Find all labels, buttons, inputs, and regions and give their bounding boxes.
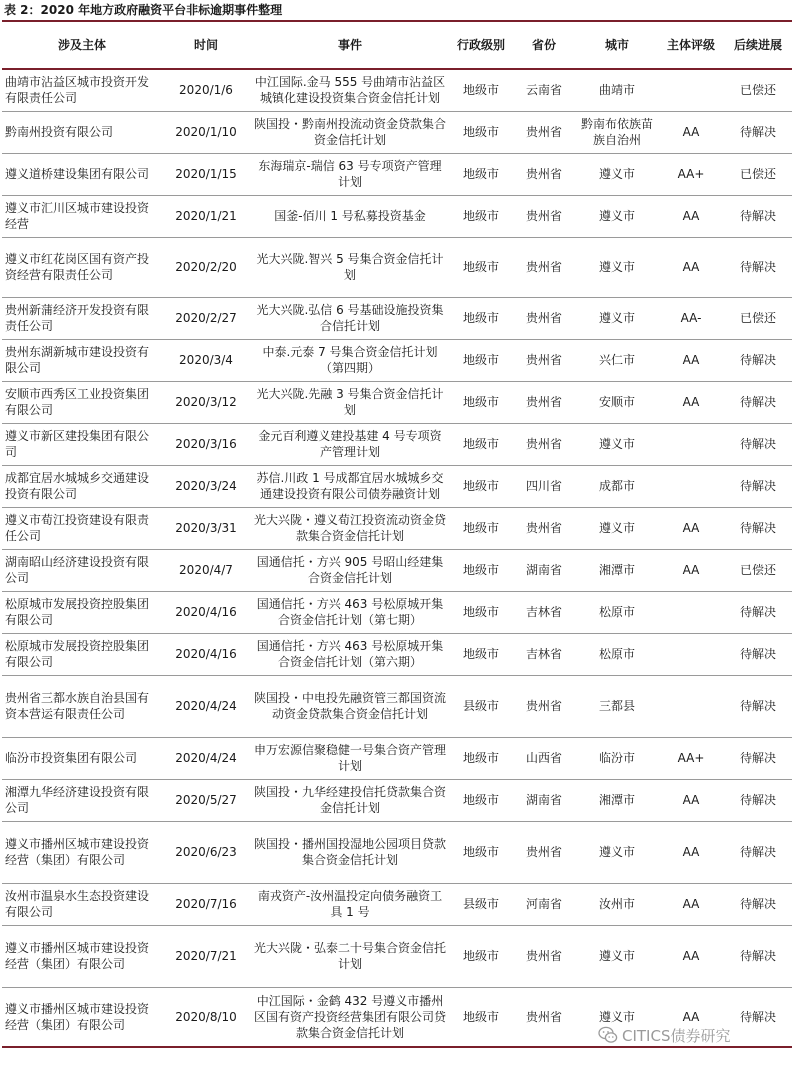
cell-province: 贵州省 [512, 153, 576, 195]
header-event: 事件 [250, 21, 450, 69]
table-row [2, 675, 792, 737]
cell-event: 金元百利遵义建投基建 4 号专项资产管理计划 [250, 423, 450, 465]
cell-city: 临汾市 [576, 737, 658, 779]
cell-city: 遵义市 [576, 195, 658, 237]
cell-province: 贵州省 [512, 821, 576, 883]
cell-progress: 待解决 [724, 237, 792, 297]
cell-entity: 遵义市播州区城市建设投资经营（集团）有限公司 [2, 925, 162, 987]
header-entity: 涉及主体 [2, 21, 162, 69]
cell-event: 申万宏源信聚稳健一号集合资产管理计划 [250, 737, 450, 779]
table-row [2, 507, 792, 549]
header-progress: 后续进展 [724, 21, 792, 69]
cell-city: 松原市 [576, 591, 658, 633]
table-row [2, 737, 792, 779]
cell-province: 贵州省 [512, 423, 576, 465]
cell-admin-level: 地级市 [450, 925, 512, 987]
table-caption: 表 2：2020 年地方政府融资平台非标逾期事件整理 [4, 3, 283, 17]
cell-city: 遵义市 [576, 153, 658, 195]
cell-entity: 成都宜居水城城乡交通建设投资有限公司 [2, 465, 162, 507]
cell-city: 遵义市 [576, 297, 658, 339]
cell-entity: 遵义道桥建设集团有限公司 [2, 153, 162, 195]
cell-progress: 待解决 [724, 821, 792, 883]
table-row [2, 633, 792, 675]
cell-progress: 已偿还 [724, 153, 792, 195]
cell-entity: 松原城市发展投资控股集团有限公司 [2, 591, 162, 633]
cell-city: 兴仁市 [576, 339, 658, 381]
cell-province: 山西省 [512, 737, 576, 779]
cell-rating [658, 423, 724, 465]
cell-admin-level: 地级市 [450, 779, 512, 821]
cell-progress: 待解决 [724, 381, 792, 423]
cell-event: 南戎资产-汝州温投定向债务融资工具 1 号 [250, 883, 450, 925]
cell-province: 吉林省 [512, 633, 576, 675]
cell-time: 2020/7/16 [162, 883, 250, 925]
cell-admin-level: 地级市 [450, 111, 512, 153]
cell-event: 国通信托・方兴 463 号松原城开集合资金信托计划（第七期） [250, 591, 450, 633]
cell-province: 贵州省 [512, 195, 576, 237]
cell-province: 贵州省 [512, 237, 576, 297]
cell-city: 松原市 [576, 633, 658, 675]
cell-city: 成都市 [576, 465, 658, 507]
cell-city: 遵义市 [576, 507, 658, 549]
cell-event: 光大兴陇.智兴 5 号集合资金信托计划 [250, 237, 450, 297]
table-row [2, 883, 792, 925]
cell-province: 贵州省 [512, 339, 576, 381]
cell-time: 2020/7/21 [162, 925, 250, 987]
cell-entity: 临汾市投资集团有限公司 [2, 737, 162, 779]
cell-entity: 贵州东湖新城市建设投资有限公司 [2, 339, 162, 381]
cell-rating: AA [658, 549, 724, 591]
cell-province: 吉林省 [512, 591, 576, 633]
cell-progress: 已偿还 [724, 69, 792, 111]
cell-progress: 待解决 [724, 507, 792, 549]
cell-time: 2020/3/24 [162, 465, 250, 507]
header-admin-level: 行政级别 [450, 21, 512, 69]
cell-rating [658, 69, 724, 111]
cell-event: 陕国投・黔南州投流动资金贷款集合资金信托计划 [250, 111, 450, 153]
cell-admin-level: 地级市 [450, 549, 512, 591]
cell-progress: 待解决 [724, 737, 792, 779]
header-province: 省份 [512, 21, 576, 69]
cell-time: 2020/1/10 [162, 111, 250, 153]
cell-time: 2020/8/10 [162, 987, 250, 1047]
cell-admin-level: 地级市 [450, 821, 512, 883]
cell-rating: AA+ [658, 153, 724, 195]
table-row [2, 423, 792, 465]
cell-event: 光大兴陇.弘信 6 号基础设施投资集合信托计划 [250, 297, 450, 339]
cell-city: 遵义市 [576, 987, 658, 1047]
cell-entity: 遵义市播州区城市建设投资经营（集团）有限公司 [2, 987, 162, 1047]
cell-admin-level: 地级市 [450, 381, 512, 423]
cell-city: 汝州市 [576, 883, 658, 925]
cell-entity: 遵义市汇川区城市建设投资经营 [2, 195, 162, 237]
watermark [598, 1024, 730, 1046]
cell-time: 2020/1/15 [162, 153, 250, 195]
cell-event: 东海瑞京-瑞信 63 号专项资产管理计划 [250, 153, 450, 195]
cell-progress: 待解决 [724, 465, 792, 507]
cell-event: 中江国际・金鹤 432 号遵义市播州区国有资产投资经营集团有限公司贷款集合资金信托计划 [250, 987, 450, 1047]
cell-event: 光大兴陇・弘泰二十号集合资金信托计划 [250, 925, 450, 987]
cell-time: 2020/4/24 [162, 737, 250, 779]
cell-time: 2020/5/27 [162, 779, 250, 821]
cell-event: 国通信托・方兴 905 号昭山经建集合资金信托计划 [250, 549, 450, 591]
cell-city: 黔南布依族苗族自治州 [576, 111, 658, 153]
cell-admin-level: 地级市 [450, 153, 512, 195]
cell-event: 光大兴陇.先融 3 号集合资金信托计划 [250, 381, 450, 423]
cell-province: 湖南省 [512, 779, 576, 821]
cell-progress: 待解决 [724, 195, 792, 237]
cell-time: 2020/4/16 [162, 591, 250, 633]
table-row [2, 297, 792, 339]
cell-city: 三都县 [576, 675, 658, 737]
cell-entity: 遵义市红花岗区国有资产投资经营有限责任公司 [2, 237, 162, 297]
header-city: 城市 [576, 21, 658, 69]
cell-progress: 待解决 [724, 779, 792, 821]
cell-progress: 待解决 [724, 987, 792, 1047]
cell-city: 曲靖市 [576, 69, 658, 111]
cell-entity: 遵义市播州区城市建设投资经营（集团）有限公司 [2, 821, 162, 883]
cell-province: 云南省 [512, 69, 576, 111]
cell-city: 遵义市 [576, 925, 658, 987]
overdue-events-table [2, 20, 792, 1048]
cell-time: 2020/2/20 [162, 237, 250, 297]
cell-progress: 待解决 [724, 633, 792, 675]
cell-rating: AA- [658, 297, 724, 339]
cell-progress: 待解决 [724, 591, 792, 633]
cell-city: 遵义市 [576, 237, 658, 297]
cell-admin-level: 地级市 [450, 591, 512, 633]
cell-time: 2020/4/7 [162, 549, 250, 591]
cell-admin-level: 地级市 [450, 297, 512, 339]
cell-event: 陕国投・播州国投湿地公园项目贷款集合资金信托计划 [250, 821, 450, 883]
cell-time: 2020/4/24 [162, 675, 250, 737]
cell-rating: AA [658, 237, 724, 297]
cell-rating: AA [658, 195, 724, 237]
cell-province: 贵州省 [512, 675, 576, 737]
cell-time: 2020/4/16 [162, 633, 250, 675]
cell-progress: 待解决 [724, 883, 792, 925]
cell-event: 光大兴陇・遵义荀江投资流动资金贷款集合资金信托计划 [250, 507, 450, 549]
cell-entity: 湘潭九华经济建设投资有限公司 [2, 779, 162, 821]
cell-city: 遵义市 [576, 423, 658, 465]
cell-entity: 黔南州投资有限公司 [2, 111, 162, 153]
table-row [2, 779, 792, 821]
cell-progress: 待解决 [724, 111, 792, 153]
cell-entity: 贵州省三都水族自治县国有资本营运有限责任公司 [2, 675, 162, 737]
cell-entity: 松原城市发展投资控股集团有限公司 [2, 633, 162, 675]
cell-rating: AA [658, 821, 724, 883]
table-row [2, 111, 792, 153]
cell-progress: 已偿还 [724, 297, 792, 339]
cell-city: 安顺市 [576, 381, 658, 423]
cell-province: 贵州省 [512, 925, 576, 987]
cell-rating: AA [658, 339, 724, 381]
table-body [2, 69, 792, 1047]
table-row [2, 821, 792, 883]
cell-progress: 待解决 [724, 339, 792, 381]
cell-progress: 已偿还 [724, 549, 792, 591]
table-row [2, 69, 792, 111]
cell-rating: AA [658, 779, 724, 821]
cell-time: 2020/6/23 [162, 821, 250, 883]
cell-rating [658, 465, 724, 507]
cell-rating [658, 591, 724, 633]
cell-admin-level: 地级市 [450, 423, 512, 465]
cell-province: 四川省 [512, 465, 576, 507]
cell-admin-level: 地级市 [450, 633, 512, 675]
cell-entity: 曲靖市沾益区城市投资开发有限责任公司 [2, 69, 162, 111]
cell-entity: 汝州市温泉水生态投资建设有限公司 [2, 883, 162, 925]
cell-time: 2020/1/21 [162, 195, 250, 237]
cell-event: 中泰.元泰 7 号集合资金信托计划（第四期） [250, 339, 450, 381]
cell-city: 湘潭市 [576, 549, 658, 591]
cell-entity: 遵义市荀江投资建设有限责任公司 [2, 507, 162, 549]
cell-city: 湘潭市 [576, 779, 658, 821]
cell-rating: AA [658, 381, 724, 423]
cell-time: 2020/3/16 [162, 423, 250, 465]
cell-rating: AA [658, 111, 724, 153]
cell-province: 贵州省 [512, 507, 576, 549]
cell-admin-level: 地级市 [450, 237, 512, 297]
cell-admin-level: 地级市 [450, 507, 512, 549]
cell-event: 国通信托・方兴 463 号松原城开集合资金信托计划（第六期） [250, 633, 450, 675]
cell-time: 2020/3/31 [162, 507, 250, 549]
table-row [2, 591, 792, 633]
cell-province: 贵州省 [512, 381, 576, 423]
cell-event: 苏信.川政 1 号成都宜居水城城乡交通建设投资有限公司债券融资计划 [250, 465, 450, 507]
cell-entity: 贵州新蒲经济开发投资有限责任公司 [2, 297, 162, 339]
header-rating: 主体评级 [658, 21, 724, 69]
cell-province: 贵州省 [512, 111, 576, 153]
cell-province: 贵州省 [512, 297, 576, 339]
cell-event: 中江国际.金马 555 号曲靖市沾益区城镇化建设投资集合资金信托计划 [250, 69, 450, 111]
cell-entity: 遵义市新区建投集团有限公司 [2, 423, 162, 465]
cell-rating: AA [658, 925, 724, 987]
table-row [2, 549, 792, 591]
cell-progress: 待解决 [724, 423, 792, 465]
cell-admin-level: 地级市 [450, 465, 512, 507]
cell-province: 贵州省 [512, 987, 576, 1047]
cell-province: 河南省 [512, 883, 576, 925]
wechat-icon [598, 1025, 618, 1045]
table-row [2, 925, 792, 987]
cell-time: 2020/3/12 [162, 381, 250, 423]
table-row [2, 195, 792, 237]
cell-province: 湖南省 [512, 549, 576, 591]
cell-rating [658, 675, 724, 737]
cell-admin-level: 地级市 [450, 737, 512, 779]
cell-rating: AA [658, 507, 724, 549]
cell-city: 遵义市 [576, 821, 658, 883]
table-row [2, 237, 792, 297]
table-row [2, 465, 792, 507]
cell-admin-level: 地级市 [450, 69, 512, 111]
cell-time: 2020/2/27 [162, 297, 250, 339]
cell-entity: 安顺市西秀区工业投资集团有限公司 [2, 381, 162, 423]
cell-admin-level: 县级市 [450, 883, 512, 925]
cell-admin-level: 地级市 [450, 339, 512, 381]
cell-rating: AA [658, 987, 724, 1047]
cell-rating: AA+ [658, 737, 724, 779]
watermark-text: CITICS债券研究 [622, 1026, 731, 1045]
cell-rating: AA [658, 883, 724, 925]
table-row [2, 339, 792, 381]
cell-time: 2020/3/4 [162, 339, 250, 381]
cell-time: 2020/1/6 [162, 69, 250, 111]
cell-progress: 待解决 [724, 925, 792, 987]
cell-event: 国釜-佰川 1 号私募投资基金 [250, 195, 450, 237]
cell-progress: 待解决 [724, 675, 792, 737]
header-time: 时间 [162, 21, 250, 69]
cell-admin-level: 地级市 [450, 195, 512, 237]
table-row [2, 153, 792, 195]
cell-event: 陕国投・九华经建投信托贷款集合资金信托计划 [250, 779, 450, 821]
cell-event: 陕国投・中电投先融资管三都国资流动资金贷款集合资金信托计划 [250, 675, 450, 737]
header-row [2, 21, 792, 69]
cell-rating [658, 633, 724, 675]
table-row [2, 381, 792, 423]
cell-admin-level: 地级市 [450, 987, 512, 1047]
cell-admin-level: 县级市 [450, 675, 512, 737]
cell-entity: 湖南昭山经济建设投资有限公司 [2, 549, 162, 591]
